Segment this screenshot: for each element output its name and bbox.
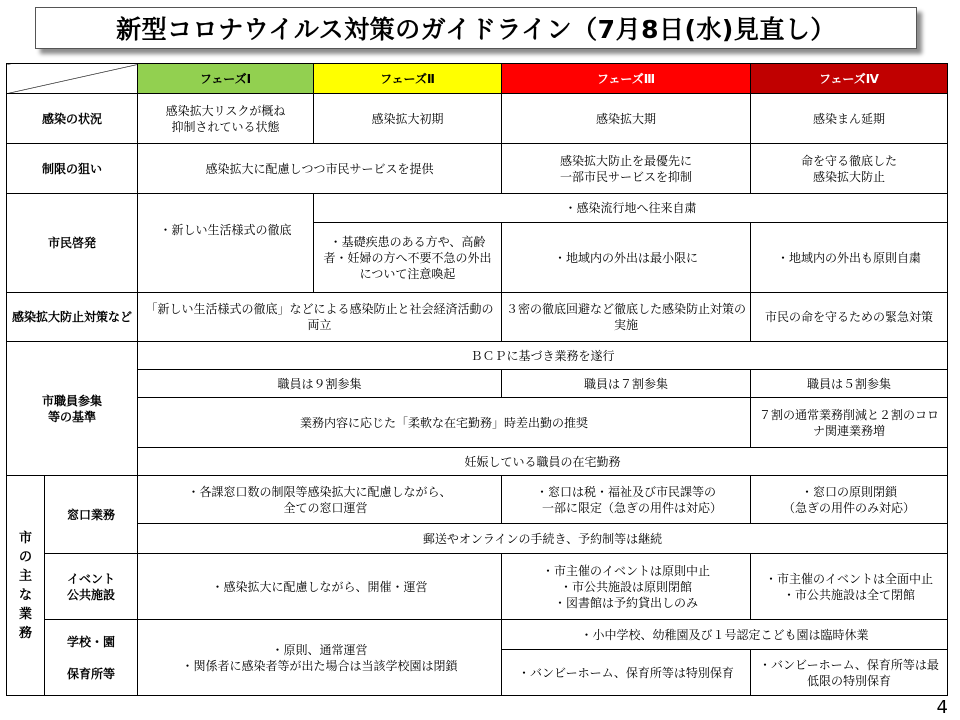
staff-bcp: ＢＣＰに基づき業務を遂行	[138, 342, 948, 370]
schools-label: 学校・園 保育所等	[45, 620, 138, 696]
counter-row-1	[7, 476, 948, 524]
schools-p3: ・バンビーホーム、保育所等は特別保育	[502, 650, 751, 696]
infection-status-p4: 感染まん延期	[751, 94, 948, 144]
counter-p4: ・窓口の原則閉鎖 （急ぎの用件のみ対応）	[751, 476, 948, 524]
citizen-awareness-p3: ・地域内の外出は最小限に	[502, 223, 751, 293]
events-label: イベント 公共施設	[45, 554, 138, 620]
schools-row-1	[7, 620, 948, 650]
schools-p12: ・原則、通常運営 ・関係者に感染者等が出た場合は当該学校園は閉鎖	[138, 620, 502, 696]
prevention-measures-p4: 市民の命を守るための緊急対策	[751, 293, 948, 342]
staff-bcp-row	[7, 342, 948, 370]
schools-p34: ・小中学校、幼稚園及び１号認定こども園は臨時休業	[502, 620, 948, 650]
citizen-awareness-row-1	[7, 194, 948, 223]
citizen-awareness-p1: ・新しい生活様式の徹底	[138, 194, 314, 293]
staff-rate-p4: 職員は５割参集	[751, 370, 948, 398]
events-row	[7, 554, 948, 620]
restriction-aim-p4: 命を守る徹底した 感染拡大防止	[751, 144, 948, 194]
infection-status-p3: 感染拡大期	[502, 94, 751, 144]
citizen-awareness-p4: ・地域内の外出も原則自粛	[751, 223, 948, 293]
infection-status-label: 感染の状況	[7, 94, 138, 144]
counter-label: 窓口業務	[45, 476, 138, 554]
page-title: 新型コロナウイルス対策のガイドライン（7月8日(水)見直し）	[35, 7, 917, 49]
events-p4: ・市主催のイベントは全面中止 ・市公共施設は全て閉館	[751, 554, 948, 620]
guideline-table	[6, 63, 948, 696]
staff-rate-p12: 職員は９割参集	[138, 370, 502, 398]
staff-remote-row	[7, 398, 948, 448]
citizen-awareness-label: 市民啓発	[7, 194, 138, 293]
page-number: 4	[936, 697, 948, 718]
phase-1-header: フェーズⅠ	[138, 64, 314, 94]
infection-status-row	[7, 94, 948, 144]
staff-attendance-label: 市職員参集 等の基準	[7, 342, 138, 476]
restriction-aim-row	[7, 144, 948, 194]
phase-3-header: フェーズⅢ	[502, 64, 751, 94]
prevention-measures-row	[7, 293, 948, 342]
infection-status-p2: 感染拡大初期	[314, 94, 502, 144]
infection-status-p1: 感染拡大リスクが概ね 抑制されている状態	[138, 94, 314, 144]
phase-2-header: フェーズⅡ	[314, 64, 502, 94]
staff-pregnant-row	[7, 448, 948, 476]
main-services-label: 市 の 主 な 業 務	[18, 530, 32, 641]
staff-rate-p3: 職員は７割参集	[502, 370, 751, 398]
main-services-group	[7, 476, 45, 696]
restriction-aim-p12: 感染拡大に配慮しつつ市民サービスを提供	[138, 144, 502, 194]
restriction-aim-label: 制限の狙い	[7, 144, 138, 194]
counter-p12: ・各課窓口数の制限等感染拡大に配慮しながら、 全ての窓口運営	[138, 476, 502, 524]
counter-p3: ・窓口は税・福祉及び市民課等の 一部に限定（急ぎの用件は対応）	[502, 476, 751, 524]
staff-pregnant: 妊娠している職員の在宅勤務	[138, 448, 948, 476]
restriction-aim-p3: 感染拡大防止を最優先に 一部市民サービスを抑制	[502, 144, 751, 194]
staff-remote-p123: 業務内容に応じた「柔軟な在宅勤務」時差出勤の推奨	[138, 398, 751, 448]
staff-rate-row	[7, 370, 948, 398]
schools-p4: ・バンビーホーム、保育所等は最低限の特別保育	[751, 650, 948, 696]
counter-row-2	[7, 524, 948, 554]
prevention-measures-p12: 「新しい生活様式の徹底」などによる感染防止と社会経済活動の両立	[138, 293, 502, 342]
corner-cell	[7, 64, 138, 94]
counter-all: 郵送やオンラインの手続き、予約制等は継続	[138, 524, 948, 554]
prevention-measures-label: 感染拡大防止対策など	[7, 293, 138, 342]
phase-4-header: フェーズⅣ	[751, 64, 948, 94]
events-p3: ・市主催のイベントは原則中止 ・市公共施設は原則閉館 ・図書館は予約貸出しのみ	[502, 554, 751, 620]
events-p12: ・感染拡大に配慮しながら、開催・運営	[138, 554, 502, 620]
citizen-awareness-p234: ・感染流行地へ往来自粛	[314, 194, 948, 223]
staff-remote-p4: ７割の通常業務削減と２割のコロナ関連業務増	[751, 398, 948, 448]
phase-header-row	[7, 64, 948, 94]
citizen-awareness-p2: ・基礎疾患のある方や、高齢者・妊婦の方へ不要不急の外出について注意喚起	[314, 223, 502, 293]
prevention-measures-p3: ３密の徹底回避など徹底した感染防止対策の実施	[502, 293, 751, 342]
